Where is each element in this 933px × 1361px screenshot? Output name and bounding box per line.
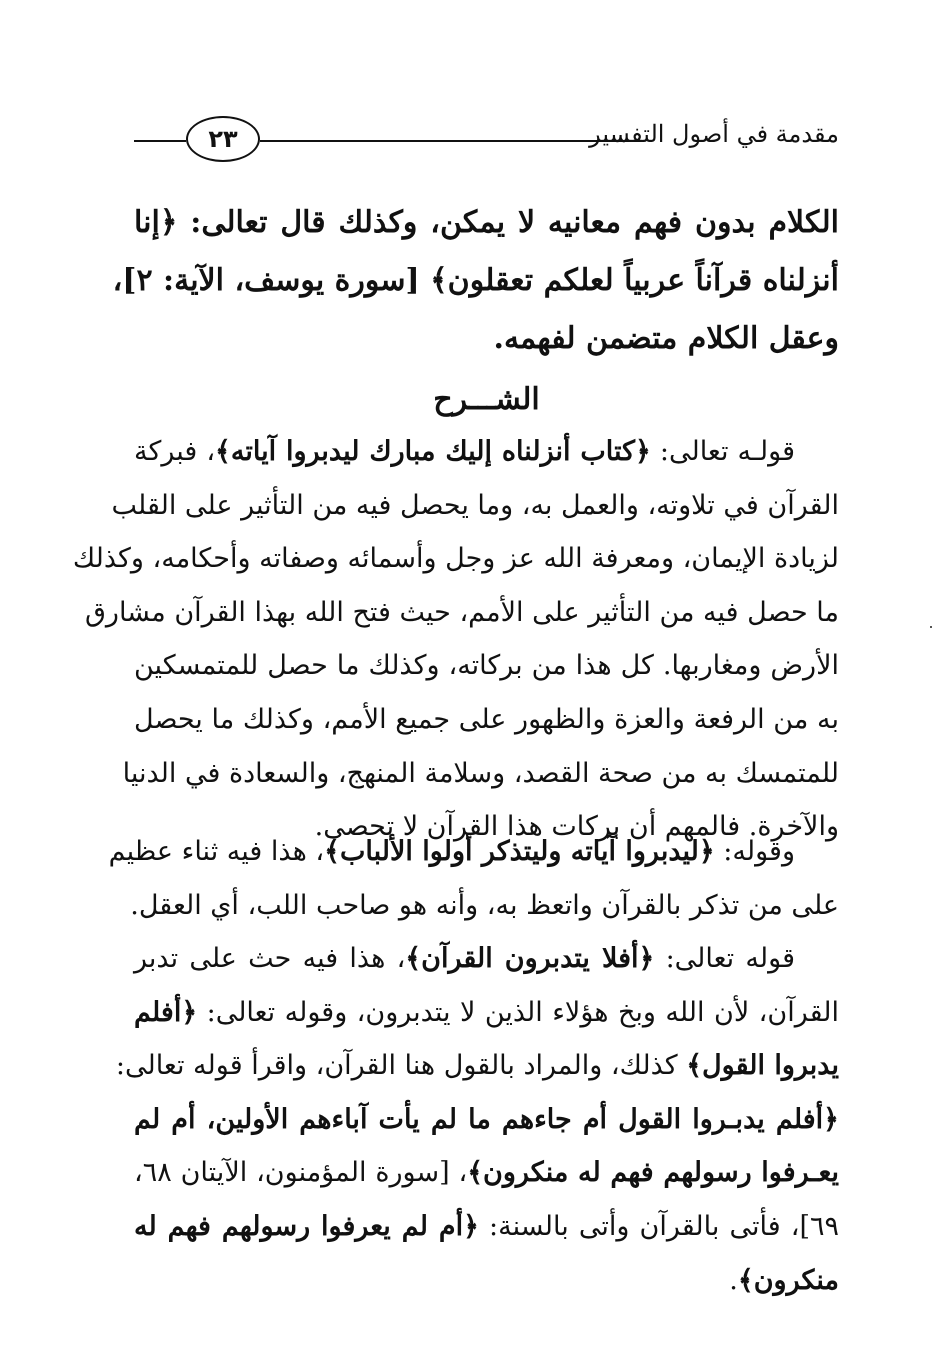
text-line: القرآن في تلاوته، والعمل به، وما يحصل فيه من التأثير على القلب [111,489,839,521]
paragraph [115,932,840,1307]
text-line: الكلام بدون فهم معانيه لا يمكن، وكذلك قال تعالى: ﴿إنا [134,205,839,240]
text-run: . [729,1264,738,1296]
page-number: ٢٣ [208,125,238,153]
text-line: على من تذكر بالقرآن واتعظ به، وأنه هو صاحب اللب، أي العقل. [130,889,839,921]
text-line: الأرض ومغاربها. كل هذا من بركاته، وكذلك ما حصل للمتمسكين [134,650,839,682]
paragraph [72,425,839,854]
text-line [134,986,839,1040]
text-line: ما حصل فيه من التأثير على الأمم، حيث فتح الله بهذا القرآن مشارق [84,596,839,628]
text-line: به من الرفعة والعزة والظهور على جميع الأمم، وكذلك ما يحصل [134,703,839,735]
quran-quote: ﴿أفلم [134,996,198,1028]
text-line [115,1039,839,1093]
quran-quote: ﴿كتاب أنزلناه إليك مبارك ليدبروا آياته﴾ [215,436,651,467]
running-header [134,112,839,166]
text-line [134,932,839,986]
text-run: قولـه تعالى: [650,436,795,467]
text-run: قوله تعالى: [654,943,795,974]
text-line [108,825,839,879]
text-run: ، هذا فيه حث على تدبر [134,943,406,974]
text-line [134,1146,839,1200]
quran-quote: يعـرفوا رسولهم فهم له منكرون﴾ [467,1157,840,1189]
paragraph [108,825,839,932]
text-line [134,1254,839,1308]
quran-quote: منكرون﴾ [737,1264,839,1296]
quran-quote: ﴿أفلا يتدبرون القرآن﴾ [405,943,655,974]
text-run: ، [سورة المؤمنون، الآيتان ٦٨، [134,1157,468,1189]
text-line: لزيادة الإيمان، ومعرفة الله عز وجل وأسمائه وصفاته وأحكامه، وكذلك [72,543,839,575]
text-line: أنزلناه قرآناً عربياً لعلكم تعقلون﴾ [سورة يوسف، الآية: ٢]، [112,263,839,298]
text-run: القرآن، لأن الله وبخ هؤلاء الذين لا يتدبرون، وقوله تعالى: [197,996,839,1028]
page-number-badge [186,116,260,162]
text-run: كذلك، والمراد بالقول هنا القرآن، واقرأ قوله تعالى: [115,1050,687,1082]
quran-quote: يدبروا القول﴾ [686,1050,839,1082]
section-heading: الشـــرح [433,382,540,417]
text-line: للمتمسك به من صحة القصد، وسلامة المنهج، والسعادة في الدنيا [122,757,839,789]
text-run: ، فبركة [134,436,216,467]
text-line [134,1200,839,1254]
scan-speck [930,626,932,628]
book-title: مقدمة في أصول التفسير [589,120,839,148]
text-line [134,425,839,479]
header-rule [260,140,644,142]
header-rule [134,140,186,142]
text-run: ، هذا فيه ثناء عظيم [108,836,325,867]
text-run: ٦٩]، فأتى بالقرآن وأتى بالسنة: [478,1210,839,1242]
text-line: والآخرة. فالمهم أن بركات هذا القرآن لا تحصى. [314,811,839,843]
quran-quote-line: ﴿أفلم يدبـروا القول أم جاءهم ما لم يأت آباءهم الأولين، أم لم [134,1103,839,1135]
quran-quote: ﴿أم لم يعرفوا رسولهم فهم له [134,1210,479,1242]
text-run: وقوله: [714,836,795,867]
matn-text [112,194,839,368]
quran-quote: ﴿ليدبروا آياته وليتذكر أولوا الألباب﴾ [324,836,715,867]
text-line: وعقل الكلام متضمن لفهمه. [493,321,839,356]
